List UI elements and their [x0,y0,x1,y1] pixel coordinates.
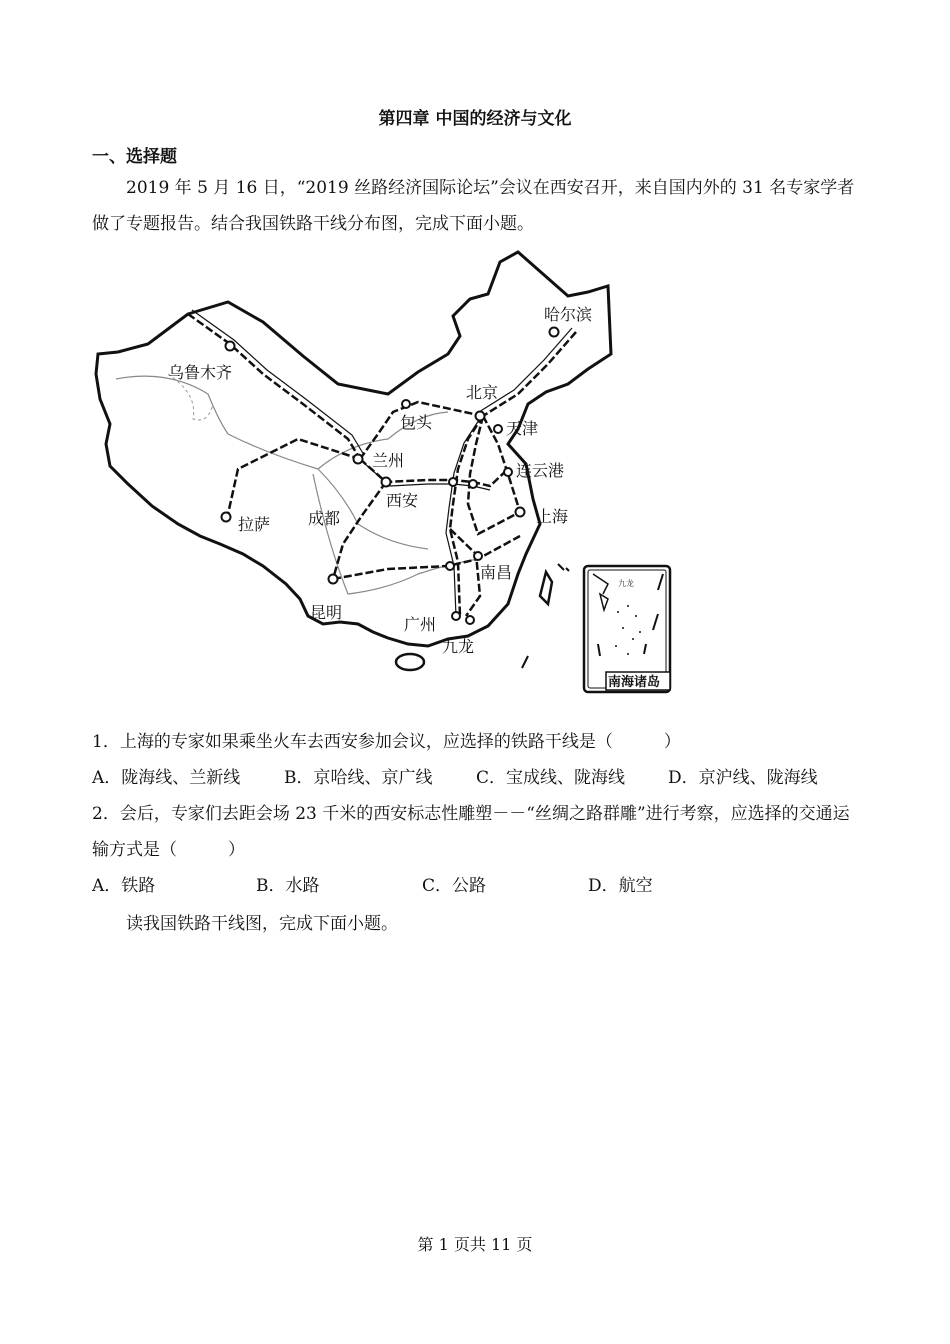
city-label-guangzhou: 广州 [404,615,437,634]
city-dot-baotou [402,400,410,408]
question-1-stem: 1．上海的专家如果乘坐火车去西安参加会议，应选择的铁路干线是（ ） [92,732,681,752]
city-label-tianjin: 天津 [506,419,539,438]
question-2-options [92,868,862,904]
city-dot-urumqi [226,342,235,351]
q1-option-c[interactable]: C．宝成线、陇海线 [476,768,626,788]
page-footer: 第 1 页共 11 页 [417,1235,533,1254]
city-label-jiulong: 九龙 [442,637,475,656]
hainan-island [396,654,424,670]
city-dot-tianjin [494,425,502,433]
svg-text:九龙: 九龙 [618,579,634,588]
city-dot-kunming [329,575,338,584]
city-label-urumqi: 乌鲁木齐 [168,363,233,382]
q2-option-b[interactable]: B．水路 [256,876,320,896]
q2-option-a[interactable]: A．铁路 [92,876,156,896]
city-label-shanghai: 上海 [536,507,569,526]
question-1-options [92,760,862,796]
city-label-lanzhou: 兰州 [372,451,405,470]
q2-option-d[interactable]: D．航空 [588,876,653,896]
city-dot-harbin [550,328,559,337]
city-dot-zhengzhou [449,478,457,486]
city-dot-zhuzhou [446,562,454,570]
city-dot-jiulong [466,616,474,624]
city-dot-beijing [476,412,485,421]
city-dot-xian [382,478,391,487]
city-dot-lianyungang [504,468,512,476]
q2-option-c[interactable]: C．公路 [422,876,487,896]
city-label-harbin: 哈尔滨 [544,305,593,324]
city-dot-lhasa [222,513,231,522]
city-dot-lanzhou [354,455,363,464]
chapter-title: 第四章 中国的经济与文化 [378,109,572,129]
china-railway-map [88,244,678,700]
city-label-xian: 西安 [386,491,419,510]
city-label-baotou: 包头 [400,413,433,432]
q1-option-d[interactable]: D．京沪线、陇海线 [668,768,818,788]
inset-label: 南海诸岛 [608,675,661,690]
south-china-sea-inset [584,566,670,692]
city-label-lhasa: 拉萨 [238,515,271,534]
city-dot-xuzhou [469,480,477,488]
q1-option-a[interactable]: A．陇海线、兰新线 [92,768,241,788]
q1-option-b[interactable]: B．京哈线、京广线 [284,768,433,788]
city-label-kunming: 昆明 [310,603,343,622]
city-label-beijing: 北京 [466,383,499,402]
next-intro: 读我国铁路干线图，完成下面小题。 [126,914,398,934]
section-heading: 一、选择题 [92,147,177,167]
city-label-lianyungang: 连云港 [516,461,565,480]
city-label-nanchang: 南昌 [480,563,513,582]
city-label-chengdu: 成都 [308,509,341,528]
city-dot-nanchang [474,552,482,560]
taiwan-island [540,572,552,604]
intro-paragraph: 2019 年 5 月 16 日，“2019 丝路经济国际论坛”会议在西安召开，来自国内外的 31 名专家学者做了专题报告。结合我国铁路干线分布图，完成下面小题。 [92,178,855,234]
city-dot-shanghai [516,508,525,517]
city-dot-guangzhou [452,612,460,620]
question-2-stem: 2．会后，专家们去距会场 23 千米的西安标志性雕塑－－“丝绸之路群雕”进行考察，应选择的交通运输方式是（ ） [92,804,850,860]
